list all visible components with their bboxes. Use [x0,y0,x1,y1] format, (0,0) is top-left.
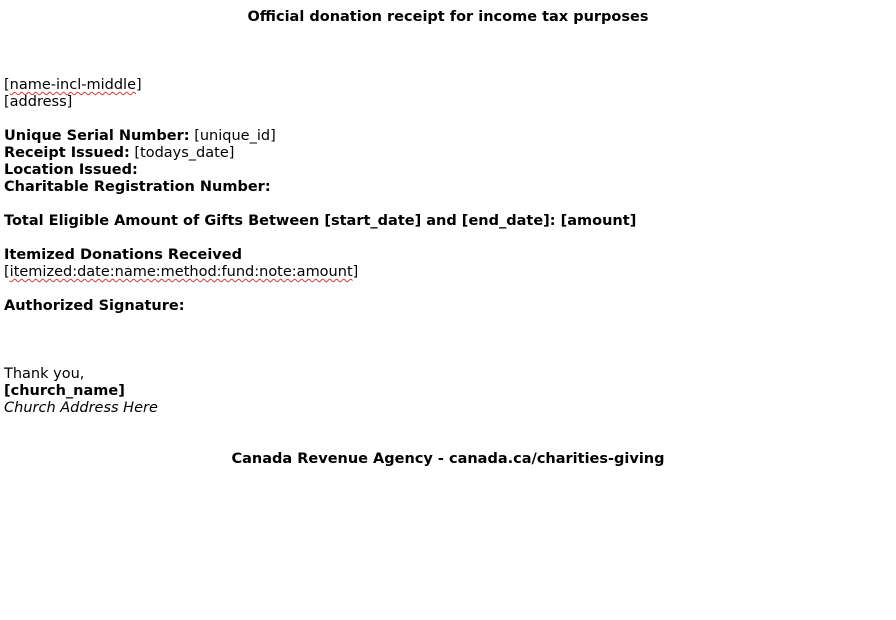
donor-name-bracket-close: ] [136,77,142,93]
donor-name-placeholder: name-incl-middle [9,77,136,93]
total-eligible-amount: Total Eligible Amount of Gifts Between [start_date] and [end_date]: [amount] [4,213,637,229]
itemized-placeholder-line [4,264,358,281]
church-name: [church_name] [4,383,125,399]
thank-you-text: Thank you, [4,366,85,382]
receipt-issued-value: [todays_date] [134,145,235,161]
receipt-issued-label: Receipt Issued: [4,145,130,161]
itemized-bracket-close: ] [352,264,359,280]
serial-number-value: [unique_id] [194,128,276,144]
receipt-title: Official donation receipt for income tax purposes [247,9,649,25]
registration-number-label: Charitable Registration Number: [4,179,271,195]
itemized-heading: Itemized Donations Received [4,247,242,263]
itemized-bracket-open: [ [4,264,10,280]
donor-address: [address] [4,94,73,110]
location-issued-label: Location Issued: [4,162,138,178]
donor-name-line [4,77,142,94]
serial-number-label: Unique Serial Number: [4,128,190,144]
donor-name-bracket-open: [ [4,77,10,93]
cra-footer: Canada Revenue Agency - canada.ca/charities-giving [231,451,665,467]
authorized-signature-label: Authorized Signature: [4,298,185,314]
itemized-placeholder: itemized:date:name:method:fund:note:amount [9,264,353,280]
church-address: Church Address Here [4,400,158,416]
serial-number-line [4,128,276,145]
receipt-issued-line [4,145,234,162]
